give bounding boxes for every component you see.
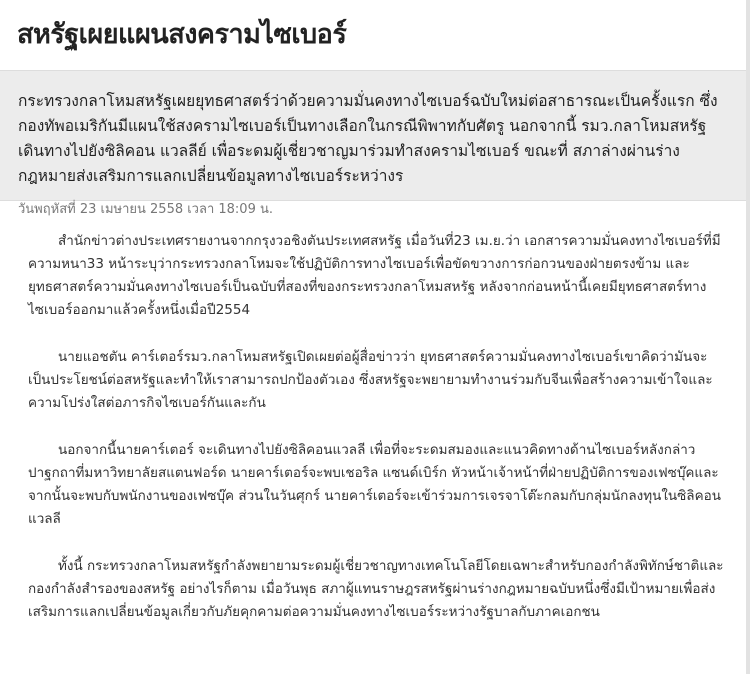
scrollbar-track[interactable] [746,0,750,674]
article-paragraph-1: สำนักข่าวต่างประเทศรายงานจากกรุงวอชิงตันประเทศสหรัฐ เมื่อวันที่23 เม.ย.ว่า เอกสารความมั่นคงทางไซเบอร์ที่มีความหนา33 หน้าระบุว่ากระทรวงกลาโหมจะใช้ปฏิบัติการทางไซเบอร์เพื่อขัดขวางการก่อกวนของฝ่ายตรงข้าม และยุทธศาสตร์ความมั่นคงทางไซเบอร์เป็นฉบับที่สองที่ของกระทรวงกลาโหมสหรัฐ หลังจากก่อนหน้านี้เคยมียุทธศาสตร์ทางไซเบอร์ออกมาแล้วครั้งหนึ่งเมื่อปี2554 [28,233,721,318]
summary-box [0,70,750,217]
article-body [28,230,728,648]
title-bar [0,0,750,48]
article-paragraph-2: นายแอชตัน คาร์เตอร์รมว.กลาโหมสหรัฐเปิดเผยต่อผู้สื่อข่าวว่า ยุทธศาสตร์ความมั่นคงทางไซเบอร์เขาคิดว่ามันจะเป็นประโยชน์ต่อสหรัฐและทำให้เราสามารถปกป้องตัวเอง ซึ่งสหรัฐจะพยายามทำงานร่วมกับจีนเพื่อสร้างความเข้าใจและความโปร่งใสต่อภารกิจไซเบอร์กันและกัน [28,349,713,411]
publish-date: วันพฤหัสที่ 23 เมษายน 2558 เวลา 18:09 น. [18,202,273,217]
article-paragraph-3: นอกจากนี้นายคาร์เตอร์ จะเดินทางไปยังซิลิคอนแวลลี เพื่อที่จะระดมสมองและแนวคิดทางด้านไซเบอร์หลังกล่าวปาฐกถาที่มหาวิทยาลัยสแตนฟอร์ด นายคาร์เตอร์จะพบเชอริล แซนด์เบิร์ก หัวหน้าเจ้าหน้าที่ฝ่ายปฏิบัติการของเฟซบุ๊คและจากนั้นจะพบกับพนักงานของเฟซบุ๊ค ส่วนในวันศุกร์ นายคาร์เตอร์จะเข้าร่วมการเจรจาโต๊ะกลมกับกลุ่มนักลงทุนในซิลิคอนแวลลี [28,442,721,527]
page-title: สหรัฐเผยแผนสงครามไซเบอร์ [17,19,347,50]
article-summary: กระทรวงกลาโหมสหรัฐเผยยุทธศาสตร์ว่าด้วยความมั่นคงทางไซเบอร์ฉบับใหม่ต่อสาธารณะเป็นครั้งแรก ซึ่งกองทัพอเมริกันมีแผนใช้สงครามไซเบอร์เป็นทางเลือกในกรณีพิพาทกับศัตรู นอกจากนี้ รมว.กลาโหมสหรัฐเดินทางไปยังซิลิคอน แวลลีย์ เพื่อระดมผู้เชี่ยวชาญมาร่วมทำสงครามไซเบอร์ ขณะที่ สภาล่างผ่านร่างกฎหมายส่งเสริมการแลกเปลี่ยนข้อมูลทางไซเบอร์ระหว่างร [18,92,718,185]
article-paragraph-4: ทั้งนี้ กระทรวงกลาโหมสหรัฐกำลังพยายามระดมผู้เชี่ยวชาญทางเทคโนโลยีโดยเฉพาะสำหรับกองกำลังพิทักษ์ชาติและกองกำลังสำรองของสหรัฐ อย่างไรก็ตาม เมื่อวันพุธ สภาผู้แทนราษฎรสหรัฐผ่านร่างกฎหมายฉบับหนึ่งซึ่งมีเป้าหมายเพื่อส่งเสริมการแลกเปลี่ยนข้อมูลเกี่ยวกับภัยคุกคามต่อความมั่นคงทางไซเบอร์ระหว่างรัฐบาลกับภาคเอกชน [28,558,724,620]
